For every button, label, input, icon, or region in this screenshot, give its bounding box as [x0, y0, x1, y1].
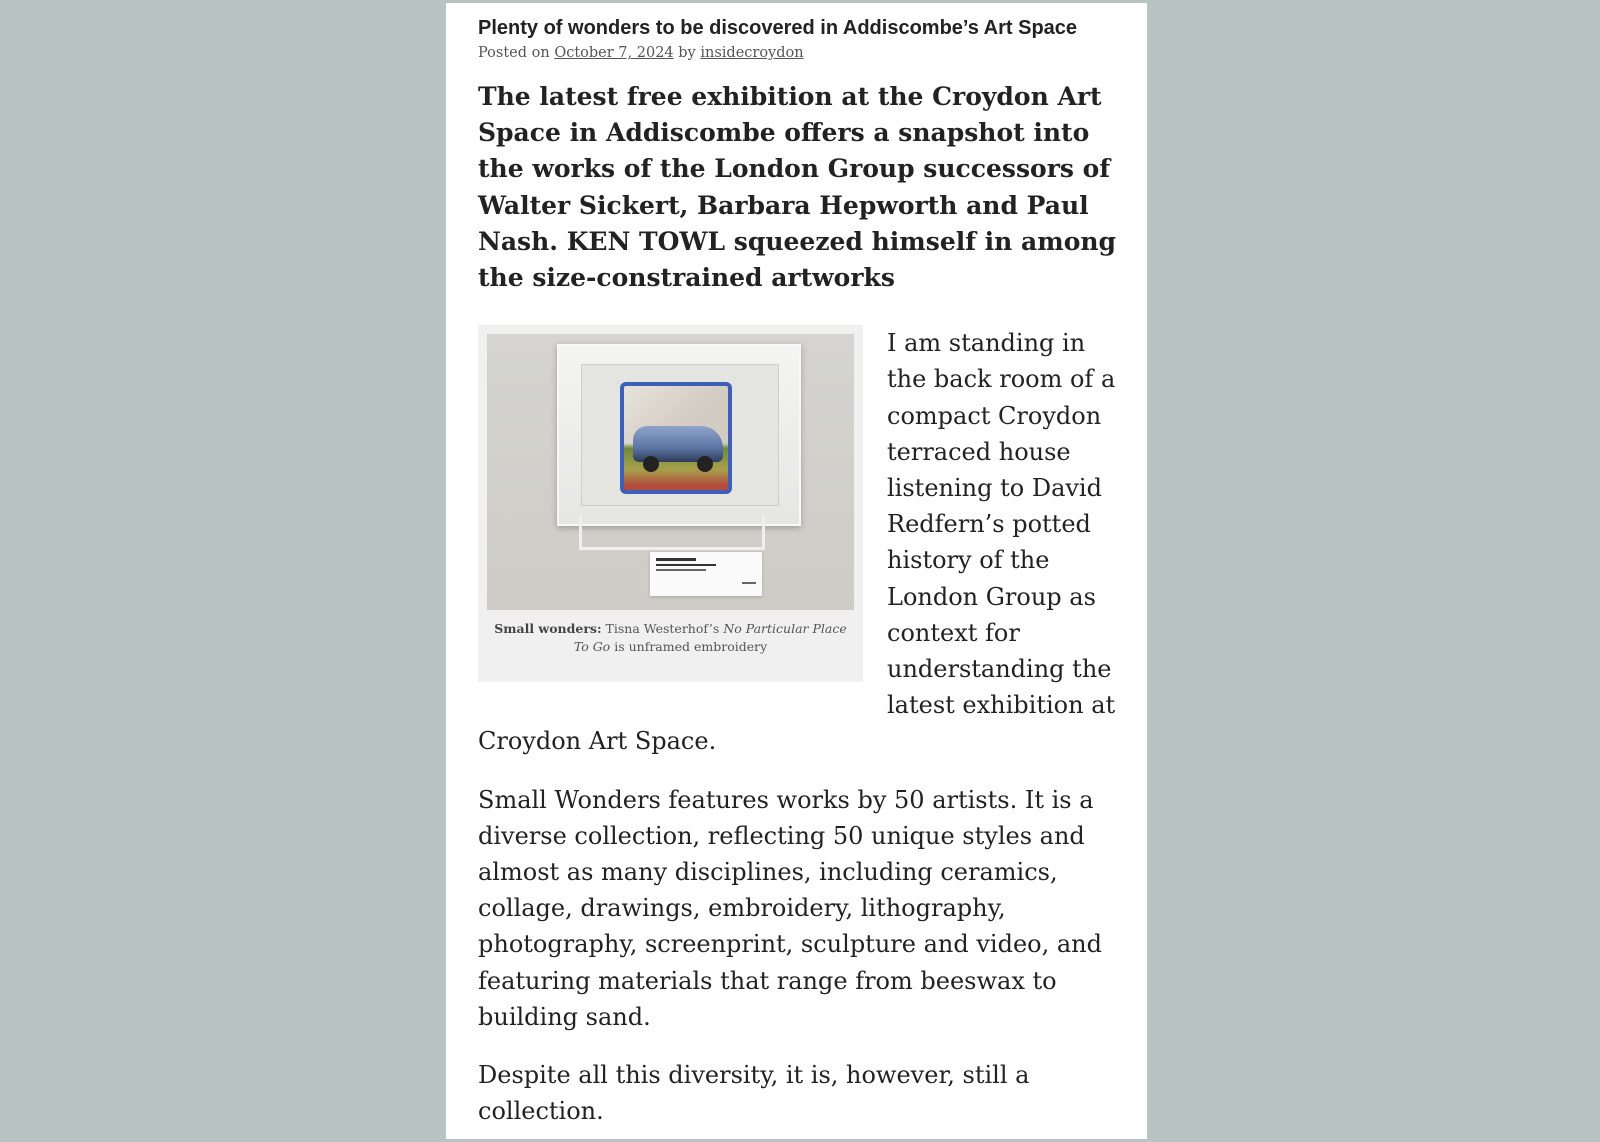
post-date-link[interactable]: October 7, 2024 [554, 45, 674, 61]
author-link[interactable]: insidecroydon [700, 45, 804, 61]
shelf-image [579, 516, 765, 550]
paragraph-1: I am standing in the back room of a compact Croydon terraced house listening to David Redfern’s potted history of the London Group as context for understanding the latest exhibition at Croydon Art Space. [478, 329, 1116, 756]
caption-artist: Tisna Westerhof’s [605, 621, 720, 637]
paragraph-3: Despite all this diversity, it is, however, still a collection. [478, 1061, 1030, 1126]
figure-caption [487, 620, 854, 656]
paragraph-block [478, 325, 1121, 759]
figure [478, 325, 863, 682]
post-meta [478, 43, 1121, 63]
paragraph-2: Small Wonders features works by 50 artists. It is a diverse collection, reflecting 50 unique styles and almost as many disciplines, including ceramics, collage, drawings, embroidery, lithography, photography, screenprint, sculpture and video, and featuring materials that range from beeswax to building sand. [478, 785, 1102, 1031]
caption-title: No Particular Place To Go [573, 621, 847, 655]
posted-on-label: Posted on [478, 45, 550, 61]
wall-label-image [650, 552, 762, 596]
by-label: by [678, 45, 696, 61]
artwork-photo[interactable] [487, 334, 854, 610]
post-title[interactable]: Plenty of wonders to be discovered in Addiscombe’s Art Space [478, 17, 1078, 39]
standfirst: The latest free exhibition at the Croydon Art Space in Addiscombe offers a snapshot into the works of the London Group successors of Walter Sickert, Barbara Hepworth and Paul Nash. KEN TOWL squeezed himself in among the size-constrained artworks [478, 82, 1117, 293]
article-page [446, 3, 1147, 1139]
caption-rest: is unframed embroidery [614, 639, 768, 655]
caption-lead: Small wonders: [494, 621, 602, 637]
